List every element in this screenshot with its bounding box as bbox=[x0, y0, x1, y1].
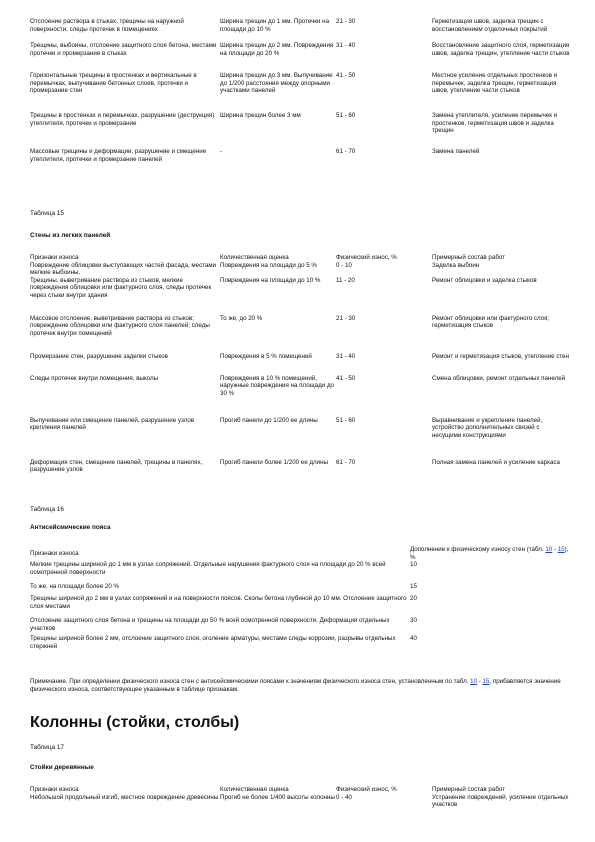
cell-add: 15 bbox=[410, 583, 417, 591]
cell-add: 30 bbox=[410, 617, 417, 625]
table-16-title: Антисейсмические пояса bbox=[30, 524, 111, 531]
table-15-link[interactable]: 15 bbox=[557, 546, 565, 553]
cell-quant: - bbox=[220, 148, 223, 155]
table-row bbox=[30, 112, 570, 148]
column-header: Физический износ, % bbox=[336, 254, 397, 261]
column-header bbox=[410, 546, 570, 561]
column-header: Примерный состав работ bbox=[432, 254, 505, 261]
table-16-label: Таблица 16 bbox=[30, 506, 64, 513]
table-header-row bbox=[30, 254, 570, 262]
table-17-label: Таблица 17 bbox=[30, 744, 64, 751]
cell-wear: 0 - 10 bbox=[336, 261, 352, 269]
table-row bbox=[30, 794, 570, 814]
section-heading: Колонны (стойки, столбы) bbox=[30, 714, 240, 731]
cell-quant: Ширина трещин до 1 мм. Протечки на площади до 10 % bbox=[220, 18, 330, 33]
table-row bbox=[30, 595, 570, 617]
table-10-link[interactable]: 10 bbox=[545, 546, 553, 553]
column-header: Примерный состав работ bbox=[432, 786, 505, 793]
cell-work: Заделка выбоин bbox=[432, 261, 480, 269]
cell-quant: Повреждения на площади до 5 % bbox=[220, 261, 317, 269]
cell-quant: Прогиб панели более 1/200 ее длины bbox=[220, 458, 328, 466]
table-row bbox=[30, 353, 570, 375]
table-row bbox=[30, 459, 570, 491]
header-text: Дополнение к физическому износу стен (табл. bbox=[410, 546, 546, 553]
cell-wear: 21 - 30 bbox=[336, 18, 356, 25]
cell-quant: Прогиб не более 1/400 высоты колонны bbox=[220, 793, 335, 801]
note-text: , прибавляется значение физического износа, соответствующее указанным в таблице признакам. bbox=[30, 678, 561, 693]
cell-quant: Ширина трещин более 3 мм bbox=[220, 112, 301, 119]
cell-quant: То же, до 20 % bbox=[220, 314, 263, 322]
cell-add: 20 bbox=[410, 595, 417, 603]
cell-sign: Мелкие трещины шириной до 1 мм в узлах сопряжений. Отдельные нарушения фактурного слоя на площади до 20 % всей осмотренной поверхности bbox=[30, 561, 386, 576]
cell-wear: 51 - 60 bbox=[336, 416, 356, 424]
cell-sign: Трещины шириной до 2 мм в узлах сопряжений и на поверхности поясов. Сколы бетона глубиной до 10 мм. Отслоение защитного слоя местами bbox=[30, 595, 407, 610]
column-header bbox=[30, 546, 410, 561]
cell-wear: 41 - 50 bbox=[336, 374, 356, 382]
cell-wear: 41 - 50 bbox=[336, 72, 356, 79]
table-row bbox=[30, 417, 570, 459]
cell-sign: Массовое отслоение, выветривание раствора из стыков; повреждение облицовки или фактурного слоя панелей; следы протечек внутри помещений bbox=[30, 314, 210, 337]
cell-work: Смена облицовки, ремонт отдельных панелей bbox=[432, 374, 566, 382]
cell-work: Замена панелей bbox=[432, 148, 480, 155]
cell-work: Ремонт и герметизация стыков, утепление стен bbox=[432, 352, 570, 360]
cell-sign: Трещины в простенках и перемычках, разрушение (деструкция) утеплителя, протечки и промерзание bbox=[30, 112, 215, 127]
cell-sign: Трещины шириной более 2 мм, отслоение защитного слоя, оголение арматуры, местами следы коррозии, разрывы отдельных стержней bbox=[30, 635, 396, 650]
table-row bbox=[30, 72, 570, 112]
header-text: ), % bbox=[410, 546, 569, 561]
cell-sign: Выпучивание или смещение панелей, разрушение узлов крепления панелей bbox=[30, 416, 195, 432]
column-header: Признаки износа bbox=[30, 254, 79, 261]
cell-sign: Трещины, выбоины, отслоение защитного слоя бетона, местами протечки и промерзание в стыках bbox=[30, 42, 217, 57]
cell-sign: Следы протечек внутри помещения, выколы bbox=[30, 374, 159, 382]
cell-add: 10 bbox=[410, 561, 417, 569]
cell-work: Ремонт облицовки или фактурного слоя; герметизация стыков bbox=[432, 314, 550, 330]
cell-quant: Повреждения в 10 % помещений, наружные повреждения на площади до 30 % bbox=[220, 374, 335, 397]
cell-wear: 11 - 20 bbox=[336, 276, 355, 284]
table-row bbox=[30, 277, 570, 315]
table-row bbox=[30, 635, 570, 657]
table-row bbox=[30, 375, 570, 417]
table-16 bbox=[30, 546, 570, 657]
table-header-row bbox=[30, 546, 570, 561]
cell-wear: 31 - 40 bbox=[336, 352, 356, 360]
cell-work: Ремонт облицовки и заделка стыков bbox=[432, 276, 537, 284]
table-15 bbox=[30, 254, 570, 491]
table-row bbox=[30, 561, 570, 583]
cell-quant: Ширина трещин до 3 мм. Выпучивание до 1/200 расстояния между опорными участками панелей bbox=[220, 72, 333, 95]
cell-sign: Деформация стен, смещение панелей, трещины в панелях, разрушение узлов bbox=[30, 458, 203, 474]
note-sep: - bbox=[477, 678, 483, 685]
cell-wear: 0 - 40 bbox=[336, 793, 352, 801]
cell-sign: Небольшой продольный изгиб, местное повреждение древесины bbox=[30, 793, 219, 801]
cell-quant: Прогиб панели до 1/200 ее длины bbox=[220, 416, 318, 424]
cell-add: 40 bbox=[410, 635, 417, 643]
cell-wear: 31 - 40 bbox=[336, 42, 356, 49]
cell-work: Устранение повреждений, усиление отдельных участков bbox=[432, 793, 569, 809]
table-15-link[interactable]: 15 bbox=[482, 678, 490, 685]
cell-quant: Повреждения в 5 % помещений bbox=[220, 352, 312, 360]
cell-work: Замена утеплителя, усиление перемычек и простенков, герметизация швов и заделка трещин bbox=[432, 112, 558, 135]
cell-sign: Отслоение защитного слоя бетона и трещины на площади до 50 % всей осмотренной поверхности. Деформация отдельных участков bbox=[30, 617, 390, 632]
column-header: Физический износ, % bbox=[336, 786, 397, 793]
table-15-label: Таблица 15 bbox=[30, 210, 64, 217]
cell-sign: Массовые трещины и деформации, разрушение и смещение утеплителя, протечки и промерзание панелей bbox=[30, 148, 207, 163]
cell-work: Полная замена панелей и усиление каркаса bbox=[432, 458, 560, 466]
cell-quant: Повреждения на площади до 10 % bbox=[220, 276, 321, 284]
cell-work: Восстановление защитного слоя, герметизация швов, заделка трещин, утепление части стыков bbox=[432, 42, 570, 57]
cell-work: Выравнивание и укрепление панелей, устройство дополнительных связей с несущими конструкциями bbox=[432, 416, 543, 439]
cell-sign: Отслоение раствора в стыках, трещины на наружной поверхности, следы протечек в помещениях bbox=[30, 18, 184, 33]
cell-sign: То же, на площади более 20 % bbox=[30, 583, 120, 591]
table-row bbox=[30, 617, 570, 635]
note-text: Примечание. При определении физического износа стен с антисейсмическими поясами к значениям физического износа стен, установленным по табл. bbox=[30, 678, 471, 685]
column-header: Количественная оценка bbox=[220, 786, 289, 793]
cell-wear: 61 - 70 bbox=[336, 458, 356, 466]
table-header-row bbox=[30, 786, 570, 794]
cell-quant: Ширина трещин до 2 мм. Повреждения на площади до 20 % bbox=[220, 42, 334, 57]
cell-sign: Промерзание стен, разрушение заделки стыков bbox=[30, 352, 168, 360]
header-sep: - bbox=[552, 546, 558, 553]
table-15-title: Стены из легких панелей bbox=[30, 232, 111, 239]
cell-wear: 51 - 60 bbox=[336, 112, 356, 119]
cell-wear: 61 - 70 bbox=[336, 148, 356, 155]
table-10-link[interactable]: 10 bbox=[470, 678, 478, 685]
table-17 bbox=[30, 786, 570, 814]
cell-sign: Горизонтальные трещины в простенках и вертикальные в перемычках, выпучивание бетонных слоев, протечки и промерзание стен bbox=[30, 72, 197, 95]
table-row bbox=[30, 315, 570, 353]
table-14-tail bbox=[30, 18, 570, 178]
table-row bbox=[30, 262, 570, 277]
cell-sign: Трещины, выветривание раствора из стыков, мелкие повреждения облицовки или фактурного слоя, следы протечек через стыки внутри здания bbox=[30, 276, 212, 299]
column-header-label: Признаки износа bbox=[30, 549, 79, 557]
table-row bbox=[30, 583, 570, 595]
cell-sign: Повреждение облицовки выступающих частей фасада, местами мелкие выбоины, bbox=[30, 261, 217, 277]
table-row bbox=[30, 148, 570, 178]
note-paragraph bbox=[30, 678, 570, 694]
table-row bbox=[30, 18, 570, 42]
table-17-title: Стойки деревянные bbox=[30, 764, 94, 771]
cell-work: Местное усиление отдельных простенков и перемычек, заделка трещин, герметизация швов, утепление части стыков bbox=[432, 72, 558, 95]
table-row bbox=[30, 42, 570, 72]
cell-work: Герметизация швов, заделка трещин с восстановлением отделочных покрытий bbox=[432, 18, 548, 33]
column-header: Признаки износа bbox=[30, 786, 79, 793]
column-header: Количественная оценка bbox=[220, 254, 289, 261]
cell-wear: 21 - 30 bbox=[336, 314, 356, 322]
